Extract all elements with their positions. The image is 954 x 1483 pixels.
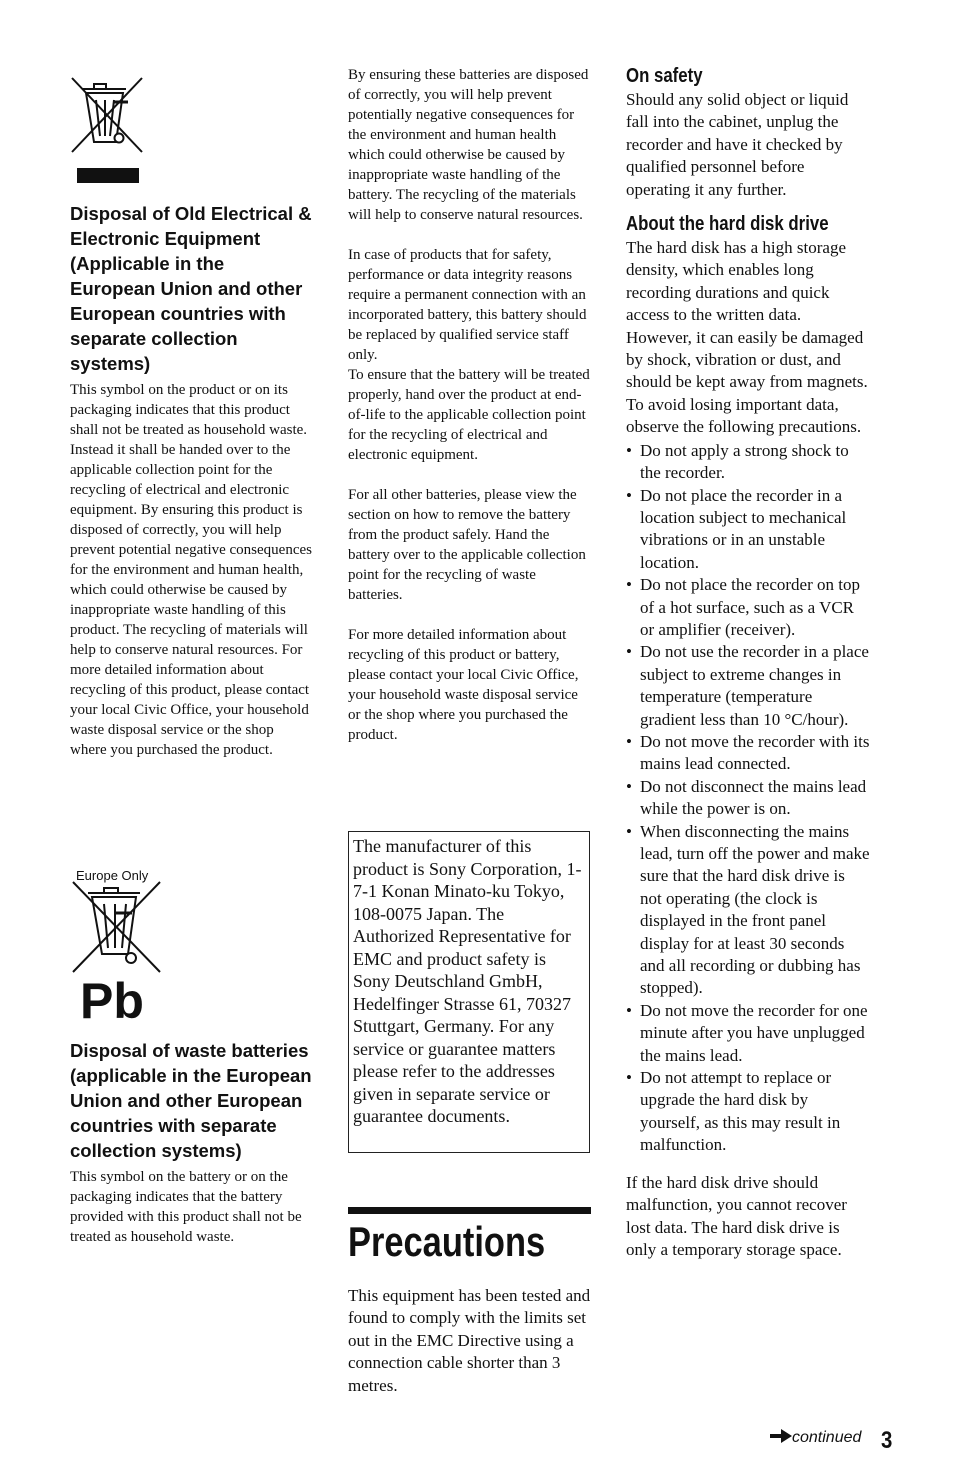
list-item: • Do not attempt to replace or upgrade the hard disk by yourself, as this may result in malfunction. — [626, 1068, 841, 1155]
list-item: • Do not move the recorder with its mains lead connected. — [626, 731, 870, 774]
emc-text: This equipment has been tested and found to comply with the limits set out in the EMC Directive using a connection cable shorter than 3 metres. — [348, 1286, 591, 1395]
battery-para-5: For more detailed information about recycling of this product or battery, please contact your local Civic Office, your household waste disposal service or the shop where you purchased the product. — [348, 627, 579, 743]
battery-para-3: To ensure that the battery will be treated properly, hand over the product at end-of-life to the applicable collection point for the recycling of electrical and electronic equipment. — [348, 367, 590, 463]
battery-body: This symbol on the battery or on the packaging indicates that the battery provided with this product shall not be treated as household waste. — [70, 1169, 302, 1245]
safety-column — [626, 63, 870, 1261]
weee-body: This symbol on the product or on its packaging indicates that this product shall not be treated as household waste. Instead it shall be handed over to the applicable collection point for the recycling of electrical and electronic equipment. By ensuring this product is disposed of correctly, you will help prevent potential negative consequences for the environment and human health, which could otherwise be caused by inappropriate waste handling of this product. The recycling of materials will help to conserve natural resources. For more detailed information about recycling of this product, please contact your local Civic Office, your household waste disposal service or the shop where you purchased the product. — [70, 382, 312, 758]
battery-heading: Disposal of waste batteries (applicable in the European Union and other European countries with separate collection systems) — [70, 1040, 312, 1161]
malfunction-text: If the hard disk drive should malfunction, you cannot recover lost data. The hard disk drive is only a temporary storage space. — [626, 1172, 847, 1259]
list-item: • When disconnecting the mains lead, turn off the power and make sure that the hard disk drive is not operating (the clock is displayed in the front panel display for at least 30 seconds and all recording or dubbing has stopped). — [626, 821, 870, 998]
hdd-heading: About the hard disk drive — [626, 213, 829, 236]
continued-indicator — [770, 1426, 861, 1450]
pb-mark: Pb — [80, 973, 144, 1026]
manufacturer-notice: The manufacturer of this product is Sony Corporation, 1-7-1 Konan Minato-ku Tokyo, 108-0075 Japan. The Authorized Representative for EMC and product safety is Sony Deutschland GmbH, Hedelfinger Strasse 61, 70327 Stuttgart, Germany. For any service or guarantee matters please refer to the addresses given in separate service or guarantee documents. — [353, 836, 582, 1126]
list-item: • Do not place the recorder in a location subject to mechanical vibrations or in an unstable location. — [626, 485, 847, 572]
safety-heading: On safety — [626, 65, 703, 87]
list-item: • Do not use the recorder in a place subject to extreme changes in temperature (temperature gradient less than 10 °C/hour). — [626, 642, 869, 729]
list-item: • Do not apply a strong shock to the recorder. — [626, 440, 849, 483]
safety-body: Should any solid object or liquid fall into the cabinet, unplug the recorder and have it checked by qualified personnel before operating it any further. — [626, 90, 849, 199]
list-item: • Do not disconnect the mains lead while the power is on. — [626, 776, 867, 819]
weee-section — [70, 201, 312, 760]
list-item: • Do not move the recorder for one minute after you have unplugged the mains lead. — [626, 1000, 868, 1065]
list-item: • Do not place the recorder on top of a hot surface, such as a VCR or amplifier (receiver). — [626, 575, 860, 639]
right-arrow-icon — [770, 1429, 792, 1443]
battery-para-4: For all other batteries, please view the section on how to remove the battery from the product safely. Hand the battery over to the applicable collection point for the recycling of waste batteries. — [348, 487, 586, 603]
page-number: 3 — [881, 1427, 893, 1454]
emc-section — [348, 1285, 592, 1397]
hdd-precautions-list — [626, 440, 870, 1157]
battery-text-column — [348, 65, 592, 745]
weee-heading: Disposal of Old Electrical & Electronic Equipment (Applicable in the European Union and other European countries with separate collection systems) — [70, 203, 312, 374]
crossed-out-wheelie-bin-icon — [70, 76, 144, 184]
continued-label: continued — [792, 1429, 862, 1446]
title-rule — [348, 1207, 591, 1214]
manufacturer-notice-box — [348, 831, 590, 1153]
page-title: Precautions — [348, 1218, 546, 1265]
hdd-body: The hard disk has a high storage density, which enables long recording durations and quick access to the written data. However, it can easily be damaged by shock, vibration or dust, and should be kept away from magnets. To avoid losing important data, observe the following precautions. — [626, 238, 868, 437]
battery-para-2: In case of products that for safety, performance or data integrity reasons require a permanent connection with an incorporated battery, this battery should be replaced by qualified service staff only. — [348, 247, 587, 363]
crossed-out-wheelie-bin-pb-icon — [70, 866, 180, 1026]
battery-para-1: By ensuring these batteries are disposed of correctly, you will help prevent potentially negative consequences for the environment and human health which could otherwise be caused by inappropriate waste handling of the battery. The recycling of the materials will help to conserve natural resources. — [348, 67, 589, 223]
battery-section — [70, 1038, 312, 1247]
europe-only-label: Europe Only — [76, 868, 149, 883]
